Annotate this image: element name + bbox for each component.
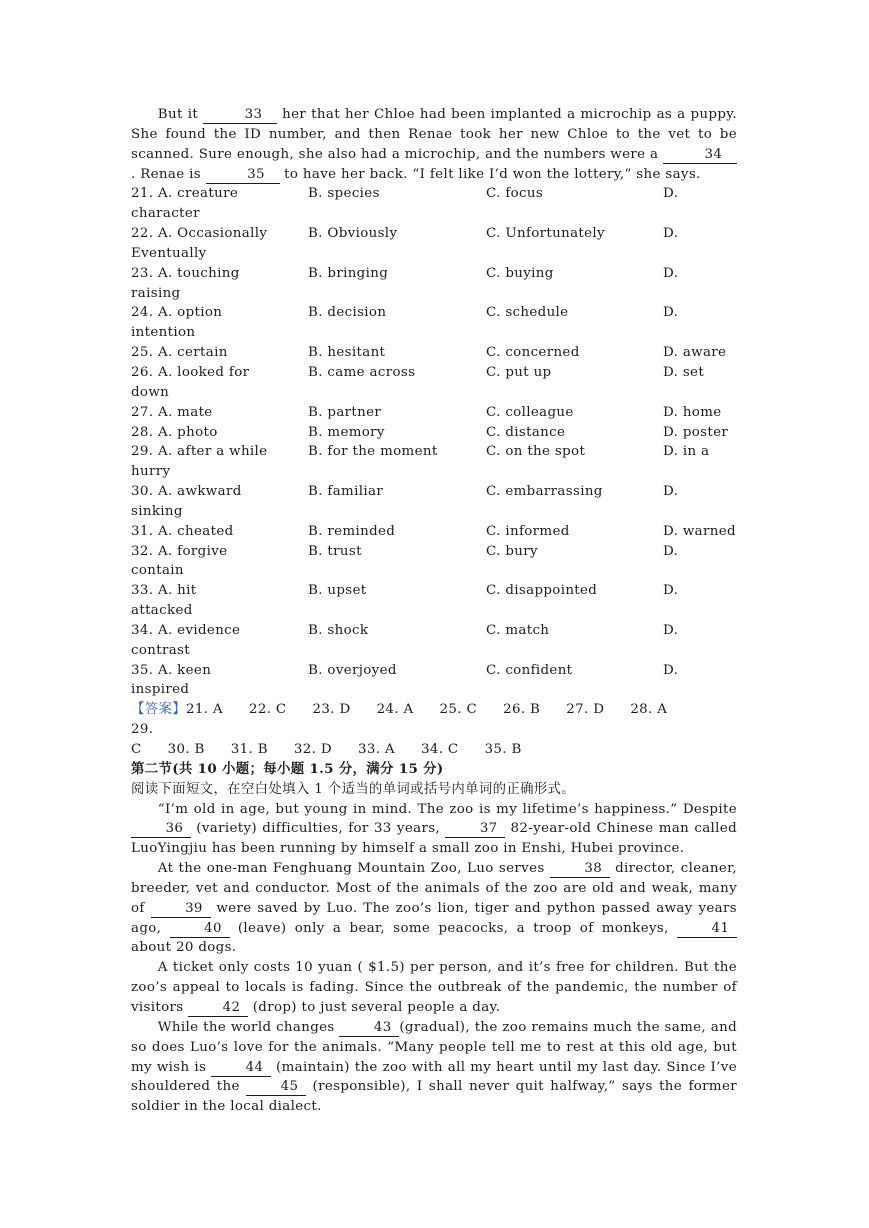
option-a: 29. A. after a while bbox=[131, 444, 268, 460]
option-a: 28. A. photo bbox=[131, 424, 218, 440]
option-a: 25. A. certain bbox=[131, 345, 228, 361]
question-row bbox=[131, 403, 737, 423]
question-row bbox=[131, 224, 737, 244]
option-b: B. decision bbox=[308, 305, 387, 321]
option-b: B. reminded bbox=[308, 523, 396, 539]
option-b: B. upset bbox=[308, 583, 367, 599]
option-d: D. bbox=[663, 265, 679, 281]
question-row bbox=[131, 184, 737, 204]
option-d-continued: contain bbox=[131, 563, 184, 579]
option-c: C. informed bbox=[486, 523, 570, 539]
answer-item: 29. bbox=[131, 722, 154, 738]
answer-item: C bbox=[131, 742, 142, 757]
option-c: C. schedule bbox=[486, 305, 569, 321]
option-d: D. warned bbox=[663, 523, 736, 539]
option-d-continued: intention bbox=[131, 325, 196, 341]
option-a: 24. A. option bbox=[131, 305, 223, 321]
option-b: B. hesitant bbox=[308, 345, 386, 361]
option-c: C. put up bbox=[486, 364, 552, 380]
option-b: B. came across bbox=[308, 364, 416, 380]
option-a: 35. A. keen bbox=[131, 662, 212, 678]
question-row bbox=[131, 442, 737, 462]
option-d-continued: down bbox=[131, 384, 170, 400]
blank-45: 45 bbox=[246, 1079, 306, 1096]
option-a: 31. A. cheated bbox=[131, 523, 234, 539]
answer-item: 24. A bbox=[376, 702, 414, 718]
blank-40: 40 bbox=[170, 921, 230, 938]
option-d: D. poster bbox=[663, 424, 729, 440]
option-d: D. bbox=[663, 543, 679, 559]
option-a: 23. A. touching bbox=[131, 265, 240, 281]
answer-item: 33. A bbox=[357, 742, 395, 757]
option-a: 33. A. hit bbox=[131, 583, 197, 599]
option-d: D. aware bbox=[663, 345, 727, 361]
option-a: 27. A. mate bbox=[131, 404, 213, 420]
question-row bbox=[131, 423, 737, 443]
option-d: D. bbox=[663, 622, 679, 638]
answer-item: 23. D bbox=[312, 702, 351, 718]
passage-1-paragraph: But it 33 her that her Chloe had been implanted a microchip as a puppy. She found the ID number, and then Renae took her new Chloe to the vet to be scanned. Sure enough, she also had a microchip, and the numbers were a 34. Renae is 35 to have her back. “I felt like I’d won the lottery,” she says. bbox=[131, 107, 737, 182]
question-row bbox=[131, 264, 737, 284]
blank-35: 35 bbox=[206, 167, 280, 184]
option-b: B. familiar bbox=[308, 484, 384, 500]
blank-44: 44 bbox=[211, 1060, 271, 1077]
option-c: C. match bbox=[486, 622, 550, 638]
blank-36: 36 bbox=[131, 821, 191, 838]
question-row bbox=[131, 581, 737, 601]
answer-item: 32. D bbox=[293, 742, 332, 757]
option-d-continued: Eventually bbox=[131, 245, 207, 261]
blank-39: 39 bbox=[151, 901, 211, 918]
blank-41: 41 bbox=[677, 921, 737, 938]
option-a: 32. A. forgive bbox=[131, 543, 228, 559]
answer-item: 28. A bbox=[630, 702, 668, 718]
question-row bbox=[131, 482, 737, 502]
option-d: D. home bbox=[663, 404, 722, 420]
blank-42: 42 bbox=[188, 1000, 248, 1017]
blank-34: 34 bbox=[663, 147, 737, 164]
option-c: C. Unfortunately bbox=[486, 226, 605, 242]
option-c: C. buying bbox=[486, 265, 554, 281]
option-c: C. distance bbox=[486, 424, 566, 440]
option-b: B. trust bbox=[308, 543, 362, 559]
option-d-continued: raising bbox=[131, 285, 181, 301]
question-row bbox=[131, 542, 737, 562]
answer-item: 25. C bbox=[439, 702, 478, 718]
option-c: C. colleague bbox=[486, 404, 574, 420]
option-b: B. species bbox=[308, 186, 380, 202]
question-list bbox=[131, 184, 737, 700]
answer-item: 21. A bbox=[185, 702, 223, 718]
section-instruction: 阅读下面短文，在空白处填入 1 个适当的单词或括号内单词的正确形式。 bbox=[131, 781, 576, 797]
document-page bbox=[131, 105, 737, 1117]
option-c: C. on the spot bbox=[486, 444, 586, 460]
question-row bbox=[131, 343, 737, 363]
option-a: 30. A. awkward bbox=[131, 484, 242, 500]
option-b: B. partner bbox=[308, 404, 382, 420]
option-d: D. set bbox=[663, 364, 705, 380]
option-b: B. bringing bbox=[308, 265, 389, 281]
question-row bbox=[131, 363, 737, 383]
passage-2-paragraph-3: A ticket only costs 10 yuan ( $1.5) per person, and it’s free for children. But the zoo’s appeal to locals is fading. Since the outbreak of the pandemic, the number of visitors 42 (drop) to just several people a day. bbox=[131, 960, 737, 1015]
option-d: D. bbox=[663, 226, 679, 242]
option-b: B. shock bbox=[308, 622, 369, 638]
option-c: C. embarrassing bbox=[486, 484, 603, 500]
option-b: B. for the moment bbox=[308, 444, 438, 460]
option-d: D. in a bbox=[663, 444, 710, 460]
option-d-continued: contrast bbox=[131, 642, 191, 658]
blank-43: 43 bbox=[339, 1020, 399, 1037]
option-c: C. focus bbox=[486, 186, 544, 202]
question-row bbox=[131, 303, 737, 323]
option-d-continued: inspired bbox=[131, 682, 190, 698]
answer-key bbox=[131, 700, 737, 760]
passage-2-paragraph-1: “I’m old in age, but young in mind. The zoo is my lifetime’s happiness.” Despite 36 (variety) difficulties, for 33 years, 37 82-year-old Chinese man called LuoYingjiu has been running by himself a small zoo in Enshi, Hubei province. bbox=[131, 801, 738, 857]
option-a: 26. A. looked for bbox=[131, 364, 250, 380]
passage-2-paragraph-4: While the world changes 43 (gradual), the zoo remains much the same, and so does Luo’s love for the animals. “Many people tell me to rest at this old age, but my wish is 44 (maintain) the zoo with all my heart until my last day. Since I’ve shouldered the 45 (responsible), I shall never quit halfway,” says the former soldier in the local dialect. bbox=[131, 1019, 737, 1115]
answer-item: 34. C bbox=[420, 742, 459, 757]
option-d: D. bbox=[663, 583, 679, 599]
option-c: C. concerned bbox=[486, 345, 580, 361]
blank-38: 38 bbox=[550, 861, 610, 878]
option-c: C. bury bbox=[486, 543, 538, 559]
answer-item: 27. D bbox=[566, 702, 605, 718]
question-row bbox=[131, 522, 737, 542]
answer-item: 26. B bbox=[503, 702, 541, 718]
option-a: 34. A. evidence bbox=[131, 622, 241, 638]
option-b: B. memory bbox=[308, 424, 385, 440]
option-a: 21. A. creature bbox=[131, 186, 239, 202]
section-heading: 第二节(共 10 小题；每小题 1.5 分，满分 15 分) bbox=[131, 760, 444, 777]
option-d-continued: character bbox=[131, 206, 200, 222]
question-row bbox=[131, 621, 737, 641]
answer-item: 22. C bbox=[248, 702, 287, 718]
option-c: C. confident bbox=[486, 662, 573, 678]
option-b: B. Obviously bbox=[308, 226, 398, 242]
passage-2-paragraph-2: At the one-man Fenghuang Mountain Zoo, Luo serves 38 director, cleaner, breeder, vet and conductor. Most of the animals of the zoo are old and weak, many of 39 were saved by Luo. The zoo’s lion, tiger and python passed away years ago, 40 (leave) only a bear, some peacocks, a troop of monkeys, 41 about 20 dogs. bbox=[131, 861, 737, 956]
option-d-continued: attacked bbox=[131, 603, 193, 619]
answer-item: 35. B bbox=[484, 742, 522, 757]
option-d: D. bbox=[663, 662, 679, 678]
answer-line-2 bbox=[131, 742, 548, 757]
answer-line-1 bbox=[131, 702, 693, 737]
option-d-continued: sinking bbox=[131, 503, 183, 519]
option-d: D. bbox=[663, 305, 679, 321]
option-a: 22. A. Occasionally bbox=[131, 226, 268, 242]
option-d: D. bbox=[663, 484, 679, 500]
blank-33: 33 bbox=[203, 107, 277, 124]
option-c: C. disappointed bbox=[486, 583, 598, 599]
option-d-continued: hurry bbox=[131, 464, 171, 480]
answer-tag: 【答案】 bbox=[131, 702, 186, 718]
blank-37: 37 bbox=[445, 821, 505, 838]
answer-item: 31. B bbox=[230, 742, 268, 757]
question-row bbox=[131, 661, 737, 681]
option-d: D. bbox=[663, 186, 679, 202]
option-b: B. overjoyed bbox=[308, 662, 397, 678]
answer-item: 30. B bbox=[167, 742, 205, 757]
